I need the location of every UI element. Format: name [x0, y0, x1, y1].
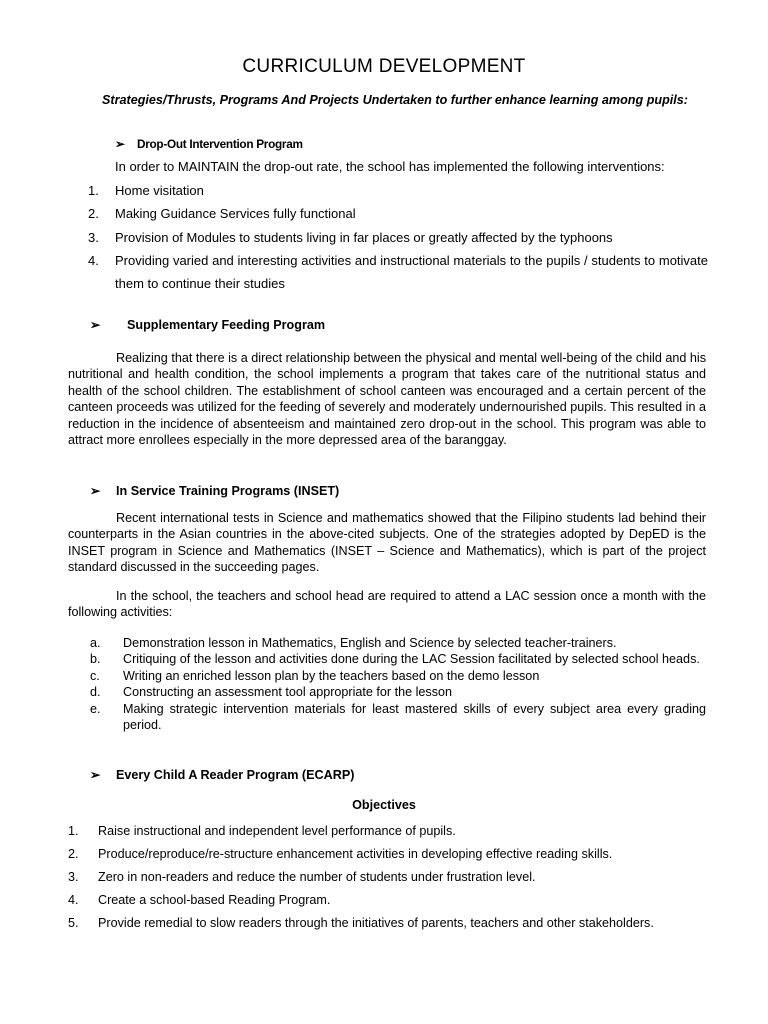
list-letter: c.	[90, 668, 100, 683]
list-item	[90, 684, 706, 700]
list-item	[90, 651, 706, 667]
list-text: Making strategic intervention materials for least mastered skills of every subject area every grading period.	[123, 701, 706, 733]
section-heading-dropout	[115, 137, 303, 151]
list-text: Create a school-based Reading Program.	[98, 893, 331, 907]
list-number: 4.	[68, 893, 79, 907]
list-number: 1.	[68, 824, 79, 838]
list-text: Demonstration lesson in Mathematics, English and Science by selected teacher-trainers.	[123, 636, 617, 650]
list-number: 1.	[88, 183, 99, 198]
list-number: 3.	[68, 870, 79, 884]
list-item	[68, 846, 708, 862]
dropout-list	[88, 179, 708, 295]
list-number: 4.	[88, 252, 99, 268]
list-number: 2.	[88, 206, 99, 222]
list-letter: a.	[90, 636, 101, 650]
list-text: Making Guidance Services fully functional	[115, 206, 356, 222]
list-number: 2.	[68, 847, 79, 861]
objectives-list	[68, 823, 708, 938]
list-text: Writing an enriched lesson plan by the teachers based on the demo lesson	[123, 668, 540, 683]
list-text: Home visitation	[115, 183, 204, 198]
list-text: Produce/reproduce/re-structure enhancement activities in developing effective reading skills.	[98, 847, 613, 861]
arrow-bullet-icon: ➢	[90, 768, 101, 782]
list-text: Provision of Modules to students living in far places or greatly affected by the typhoons	[115, 229, 613, 245]
dropout-intro: In order to MAINTAIN the drop-out rate, the school has implemented the following interventions:	[115, 159, 665, 174]
arrow-bullet-icon: ➢	[115, 137, 125, 151]
inset-paragraph-2: In the school, the teachers and school head are required to attend a LAC session once a month with the following activities:	[68, 589, 706, 620]
page-title: CURRICULUM DEVELOPMENT	[242, 56, 526, 77]
list-number: 5.	[68, 916, 79, 930]
section-heading-inset	[90, 483, 339, 498]
list-letter: e.	[90, 701, 101, 716]
section-heading-feeding	[90, 317, 325, 332]
list-item	[68, 823, 708, 839]
feeding-paragraph: Realizing that there is a direct relationship between the physical and mental well-being of the child and his nutritional and health condition, the school implements a program that takes care of the nutritional status and health of the school children. The establishment of school canteen was encouraged and a certain percent of the canteen proceeds was utilized for the feeding of severely and moderately undernourished pupils. This resulted in a reduction in the incidence of absenteeism and maintained zero drop-out in the school. This program was able to attract more enrollees especially in the more depressed area of the baranggay.	[68, 351, 706, 448]
list-text: Constructing an assessment tool appropriate for the lesson	[123, 685, 453, 700]
section-heading-ecarp	[90, 767, 354, 782]
list-item	[88, 202, 708, 225]
inset-paragraph-1: Recent international tests in Science and mathematics showed that the Filipino students lad behind their counterparts in the Asian countries in the above-cited subjects. One of the strategies adopted by DepED is the INSET program in Science and Mathematics (INSET – Science and Mathematics), which is part of the project standard discussed in the succeeding pages.	[68, 511, 706, 575]
list-item	[88, 249, 708, 296]
list-text: Provide remedial to slow readers through the initiatives of parents, teachers and other stakeholders.	[98, 916, 654, 930]
list-item	[68, 869, 708, 885]
list-number: 3.	[88, 229, 99, 245]
list-letter: d.	[90, 685, 101, 700]
section-heading-label: Every Child A Reader Program (ECARP)	[116, 768, 355, 782]
list-text: Providing varied and interesting activities and instructional materials to the pupils / students to motivate them to continue their studies	[115, 252, 708, 292]
page-subtitle: Strategies/Thrusts, Programs And Projects Undertaken to further enhance learning among pupils:	[102, 93, 688, 107]
objectives-title: Objectives	[352, 798, 416, 812]
list-text: Critiquing of the lesson and activities done during the LAC Session facilitated by selected school heads.	[123, 652, 700, 667]
list-item	[90, 701, 706, 734]
list-item	[68, 915, 708, 931]
section-heading-label: Supplementary Feeding Program	[127, 318, 326, 332]
list-item	[88, 179, 708, 202]
list-item	[88, 226, 708, 249]
list-text: Raise instructional and independent level performance of pupils.	[98, 824, 456, 838]
list-letter: b.	[90, 652, 101, 667]
arrow-bullet-icon: ➢	[90, 318, 101, 332]
list-text: Zero in non-readers and reduce the number of students under frustration level.	[98, 870, 536, 884]
section-heading-label: Drop-Out Intervention Program	[137, 137, 303, 151]
list-item	[90, 635, 706, 651]
section-heading-label: In Service Training Programs (INSET)	[116, 484, 340, 498]
arrow-bullet-icon: ➢	[90, 484, 101, 498]
list-item	[90, 668, 706, 684]
list-item	[68, 892, 708, 908]
inset-activity-list	[90, 635, 706, 733]
